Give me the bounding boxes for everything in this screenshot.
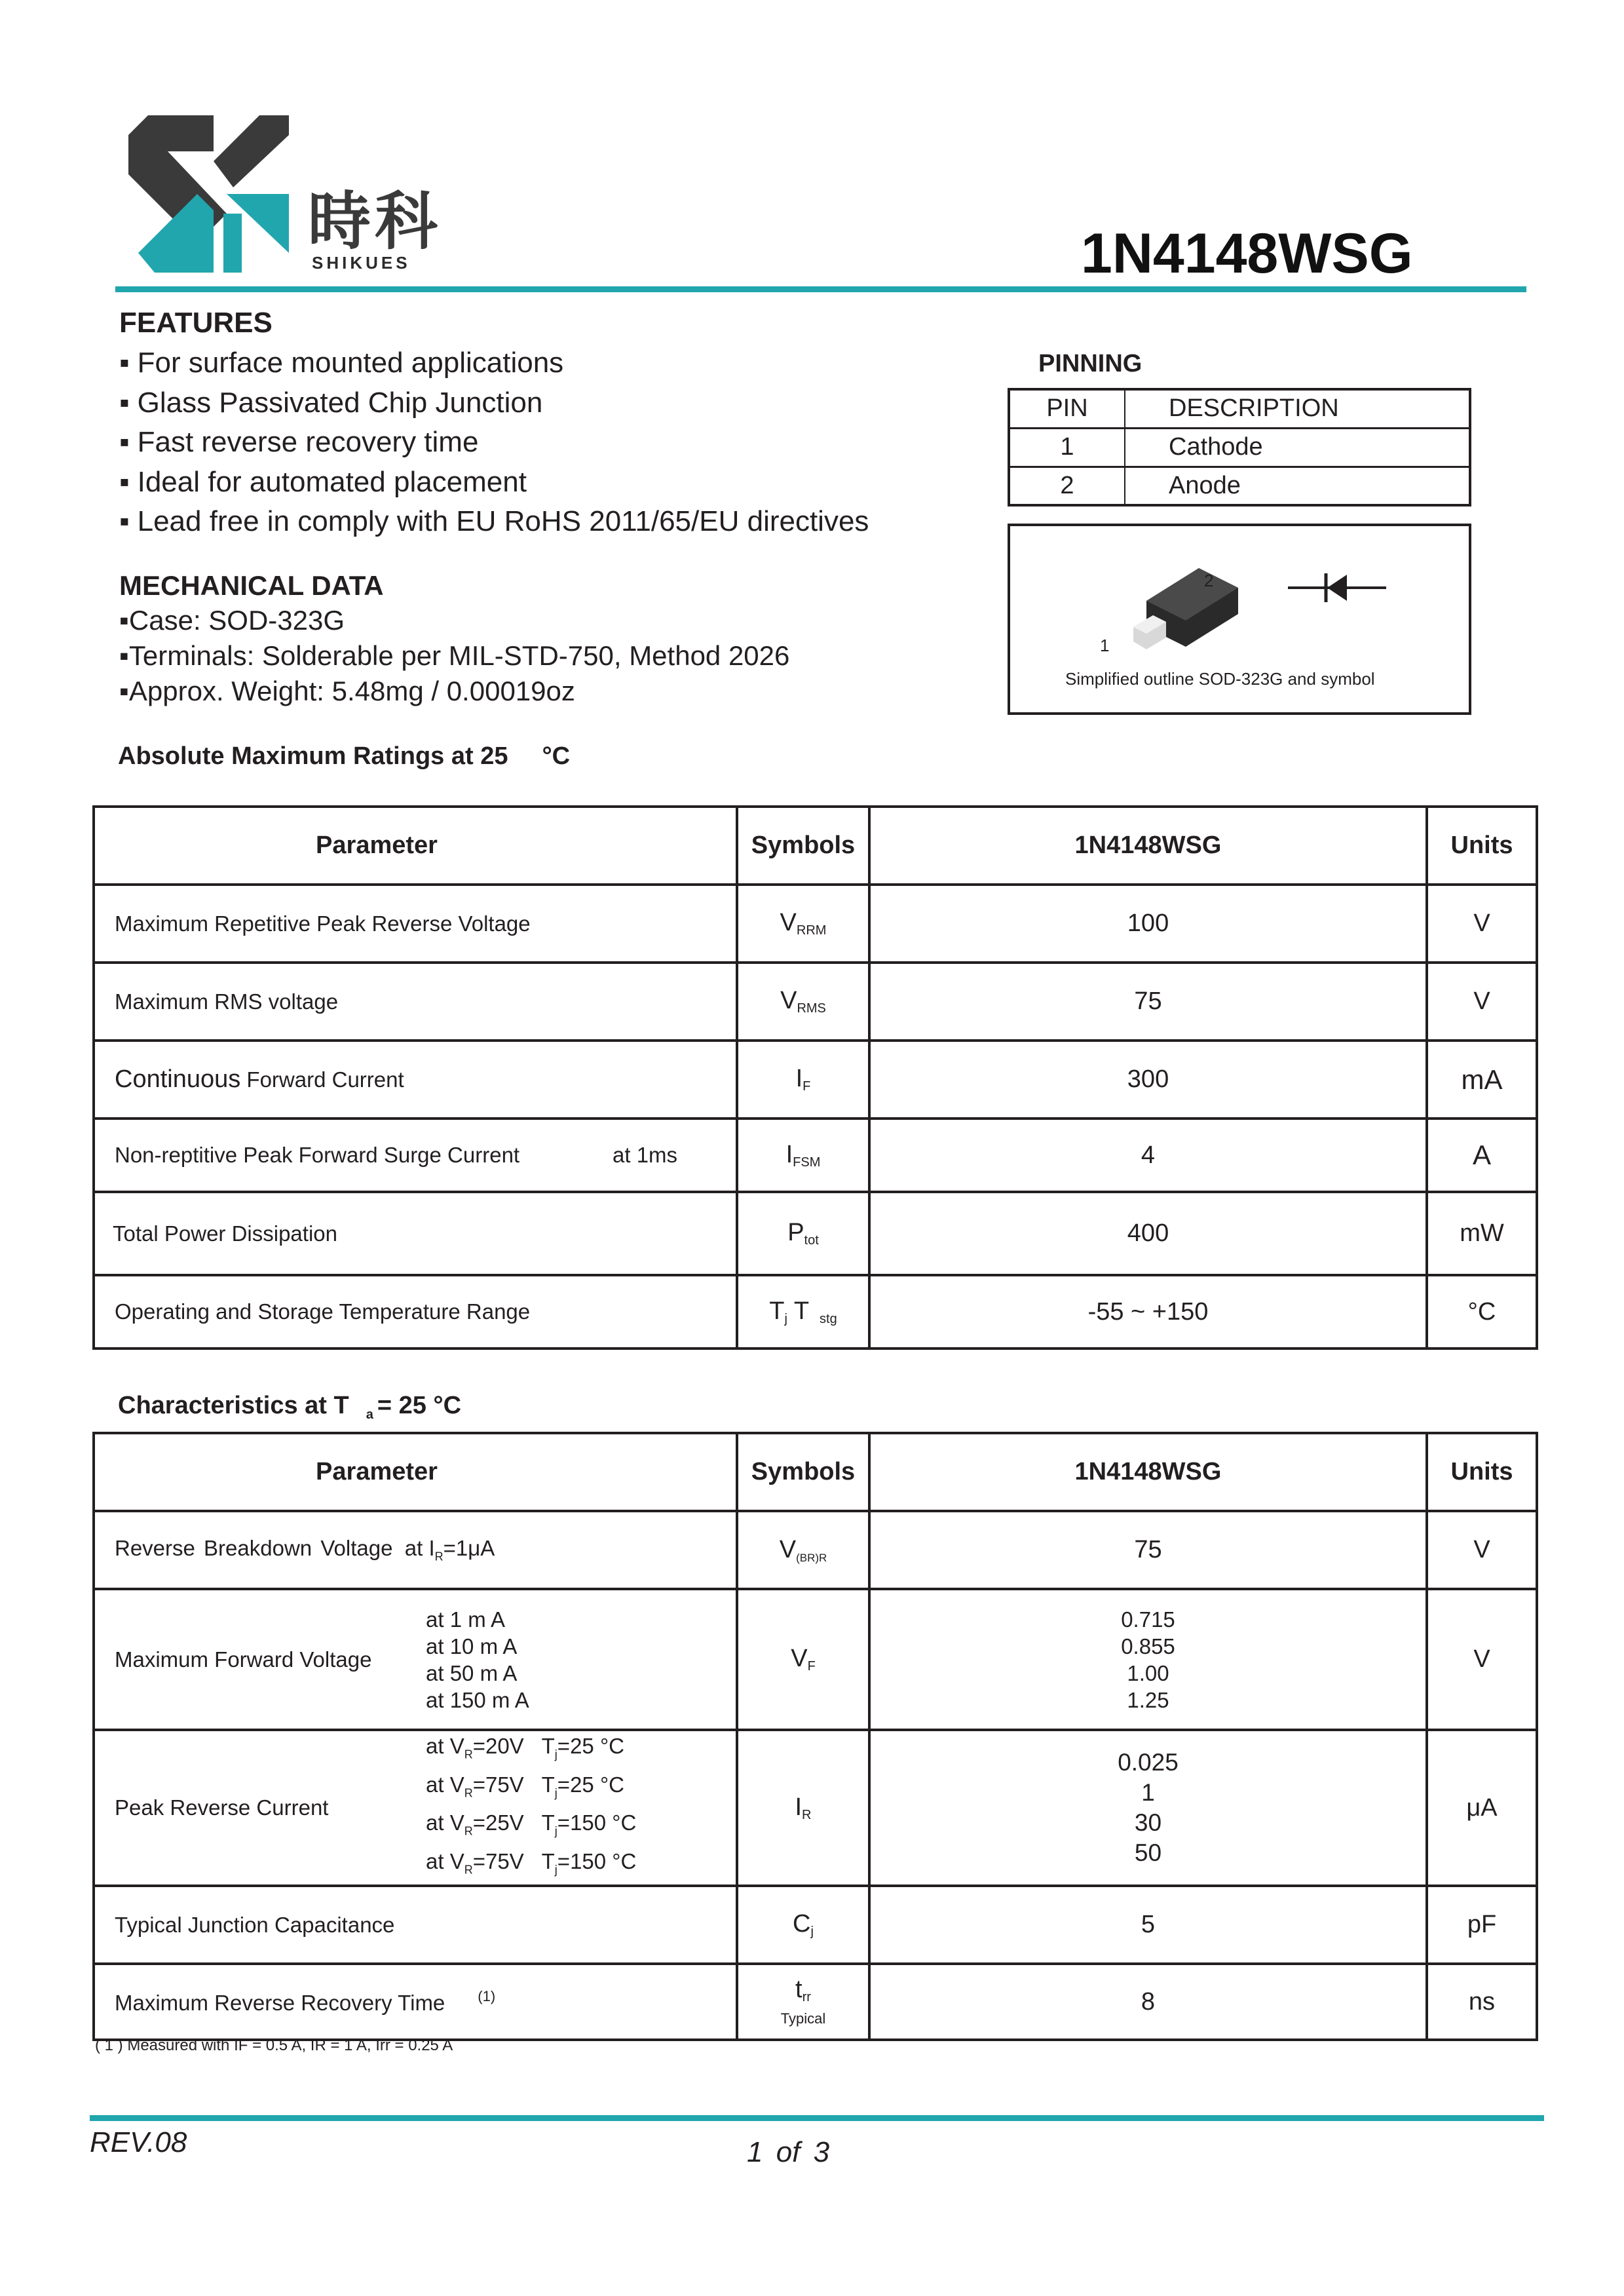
parameter-header: Parameter (94, 1433, 737, 1511)
table-header-row (94, 807, 1537, 885)
package-outline-box (1008, 524, 1471, 715)
abs-max-heading (118, 742, 570, 771)
revision-label: REV.08 (90, 2126, 187, 2158)
value-cell: 5 (869, 1886, 1427, 1964)
abs-max-heading-text: Absolute Maximum Ratings at 25 (118, 742, 508, 770)
table-row (94, 1589, 1537, 1730)
symbols-header: Symbols (737, 1433, 869, 1511)
package-pin-2-label: 2 (1204, 571, 1214, 590)
package-pin-1-label: 1 (1100, 636, 1110, 655)
pin-header: PIN (1009, 389, 1125, 428)
logo-chinese-text: 時科 (308, 185, 442, 258)
description-header: DESCRIPTION (1125, 389, 1470, 428)
table-row (94, 1192, 1537, 1275)
footer-divider (90, 2115, 1544, 2121)
table-row (94, 1119, 1537, 1192)
sod323-package-icon (1107, 542, 1271, 673)
unit-cell: pF (1427, 1886, 1537, 1964)
features-title: FEATURES (119, 307, 273, 339)
value-cell: 8 (869, 1964, 1427, 2040)
page-number: 1 of 3 (747, 2136, 830, 2168)
unit-cell: ns (1427, 1964, 1537, 2040)
value-cell: 0.715 0.855 1.00 1.25 (869, 1589, 1427, 1730)
pin-description: Cathode (1125, 428, 1470, 467)
footnote: ( 1 ) Measured with IF = 0.5 A, IR = 1 A, Irr = 0.25 A (95, 2037, 453, 2054)
pin-number: 2 (1009, 467, 1125, 505)
condition-list: at $V_R=20V$ $T_j=25$ °C at $V_R=75V$ $T_j=25$ °C at $V_R=25V$ $T_j=150$ °C at $V_R=75V$ $T_j=150$ °C (426, 1734, 637, 1877)
table-row (94, 1964, 1537, 2040)
part-number-title: 1N4148WSG (1081, 222, 1413, 285)
value-cell: 75 (869, 963, 1427, 1041)
parameter-cell: Continuous Forward Current (94, 1041, 737, 1119)
table-row (94, 1041, 1537, 1119)
condition-text: at 1ms (613, 1143, 678, 1167)
parameter-cell: Maximum Reverse Recovery Time $^{(1)}$ (94, 1964, 737, 2040)
symbol-cell: $T_j$ T $_{stg}$ (737, 1275, 869, 1349)
symbol-cell: $V_{RRM}$ (737, 885, 869, 963)
feature-item: ▪ Fast reverse recovery time (119, 423, 869, 463)
value-header: 1N4148WSG (869, 1433, 1427, 1511)
table-row (1009, 467, 1470, 505)
unit-cell: mW (1427, 1192, 1537, 1275)
unit-cell: V (1427, 963, 1537, 1041)
feature-item: ▪ Ideal for automated placement (119, 463, 869, 503)
value-cell: 300 (869, 1041, 1427, 1119)
symbol-cell: $V_F$ (737, 1589, 869, 1730)
parameter-cell: Total Power Dissipation (94, 1192, 737, 1275)
units-header: Units (1427, 807, 1537, 885)
value-cell: 100 (869, 885, 1427, 963)
symbol-cell: $V_{RMS}$ (737, 963, 869, 1041)
logo-english-text: SHIKUES (312, 253, 411, 273)
parameter-header: Parameter (94, 807, 737, 885)
units-header: Units (1427, 1433, 1537, 1511)
symbol-cell: $I_F$ (737, 1041, 869, 1119)
symbol-cell: $P_{tot}$ (737, 1192, 869, 1275)
table-header-row (94, 1433, 1537, 1511)
unit-cell: °C (1427, 1275, 1537, 1349)
unit-cell: V (1427, 885, 1537, 963)
parameter-cell: Maximum Repetitive Peak Reverse Voltage (94, 885, 737, 963)
symbols-header: Symbols (737, 807, 869, 885)
diode-symbol-icon (1288, 568, 1386, 607)
value-cell: 75 (869, 1511, 1427, 1589)
footnote-marker: (1) (478, 1988, 496, 2005)
parameter-cell: Maximum RMS voltage (94, 963, 737, 1041)
parameter-cell: Maximum Forward Voltage at 1 m A at 10 m A at 50 m A at 150 m A (94, 1589, 737, 1730)
header-divider (115, 286, 1526, 292)
shikues-logo-icon (128, 115, 289, 273)
feature-item: ▪ For surface mounted applications (119, 343, 869, 383)
symbol-cell: $I_R$ (737, 1730, 869, 1886)
pinning-title: PINNING (1038, 350, 1142, 377)
unit-cell: V (1427, 1589, 1537, 1730)
unit-cell: mA (1427, 1041, 1537, 1119)
feature-item: ▪ Glass Passivated Chip Junction (119, 383, 869, 423)
table-row (94, 963, 1537, 1041)
mechanical-title: MECHANICAL DATA (119, 570, 384, 601)
pin-description: Anode (1125, 467, 1470, 505)
table-row (94, 1730, 1537, 1886)
symbol-cell: $t_{rr}$ Typical (737, 1964, 869, 2040)
symbol-cell: $V_{(BR)R}$ (737, 1511, 869, 1589)
mechanical-list (119, 603, 789, 709)
value-cell: 4 (869, 1119, 1427, 1192)
parameter-cell: Typical Junction Capacitance (94, 1886, 737, 1964)
value-cell: -55 ~ +150 (869, 1275, 1427, 1349)
unit-cell: A (1427, 1119, 1537, 1192)
parameter-cell: Peak Reverse Current at $V_R=20V$ $T_j=25$ °C at $V_R=75V$ $T_j=25$ °C at $V_R=25V$ $T_j=150$ °C at $V_R=75V$ $T_j=150$ °C (94, 1730, 737, 1886)
package-caption: Simplified outline SOD-323G and symbol (1065, 669, 1375, 689)
parameter-cell: Non-reptitive Peak Forward Surge Current at 1ms (94, 1119, 737, 1192)
abs-max-heading-unit: °C (542, 742, 571, 770)
mechanical-item: ▪ Case: SOD-323G (119, 603, 789, 638)
value-cell: 0.025 1 30 50 (869, 1730, 1427, 1886)
value-header: 1N4148WSG (869, 807, 1427, 885)
parameter-cell: Operating and Storage Temperature Range (94, 1275, 737, 1349)
features-list (119, 343, 869, 542)
pin-number: 1 (1009, 428, 1125, 467)
parameter-cell: Reverse Breakdown Voltage at $I_R=1\mu A$ (94, 1511, 737, 1589)
unit-cell: μA (1427, 1730, 1537, 1886)
table-row (1009, 389, 1470, 428)
table-row (94, 1511, 1537, 1589)
table-row (94, 1886, 1537, 1964)
value-cell: 400 (869, 1192, 1427, 1275)
characteristics-table (92, 1432, 1538, 2041)
symbol-cell: $I_{FSM}$ (737, 1119, 869, 1192)
mechanical-item: ▪ Terminals: Solderable per MIL-STD-750, Method 2026 (119, 638, 789, 674)
mechanical-item: ▪ Approx. Weight: 5.48mg / 0.00019oz (119, 674, 789, 709)
abs-max-table (92, 805, 1538, 1350)
unit-cell: V (1427, 1511, 1537, 1589)
characteristics-heading: Characteristics at T $_a$ = 25 °C (118, 1392, 462, 1422)
pinning-table (1008, 388, 1471, 507)
table-row (1009, 428, 1470, 467)
symbol-cell: $C_j$ (737, 1886, 869, 1964)
condition-list: at 1 m A at 10 m A at 50 m A at 150 m A (426, 1607, 529, 1712)
feature-item: ▪ Lead free in comply with EU RoHS 2011/65/EU directives (119, 502, 869, 542)
table-row (94, 1275, 1537, 1349)
table-row (94, 885, 1537, 963)
